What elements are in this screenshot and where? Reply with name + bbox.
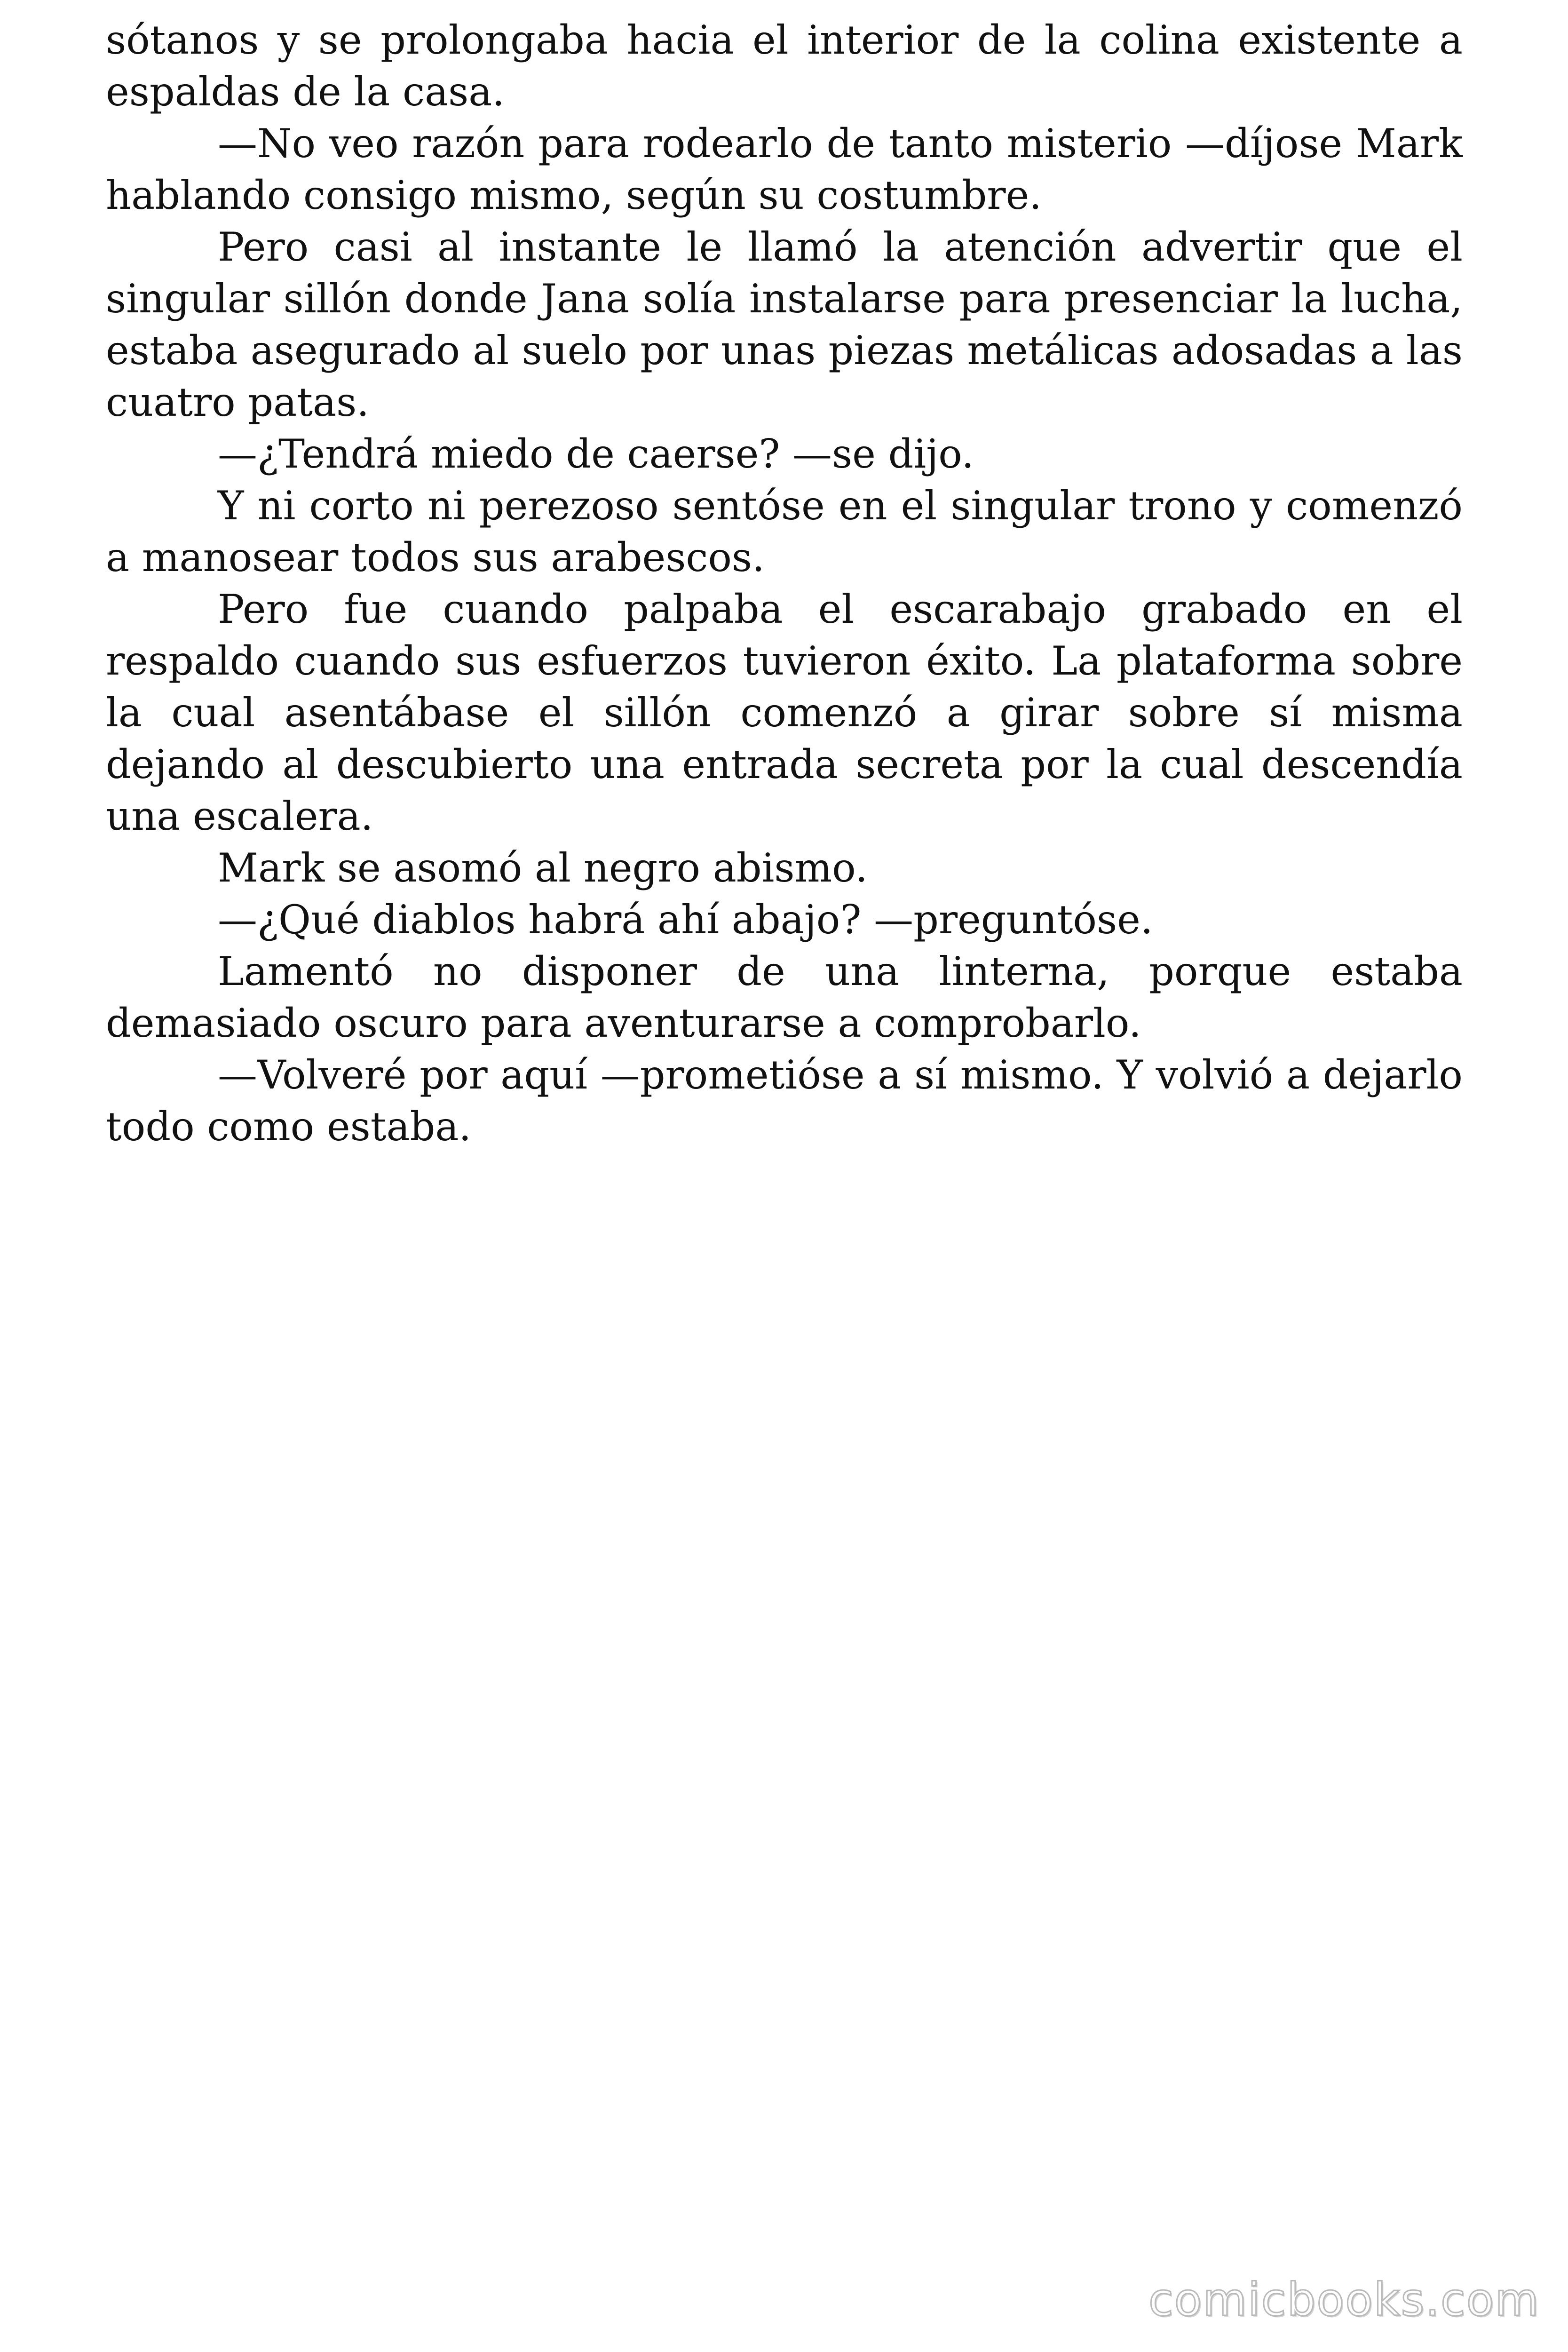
paragraph: Y ni corto ni perezoso sentóse en el singular trono y comenzó a manosear todos sus arabescos. (106, 483, 1463, 580)
page-body (106, 14, 1463, 1152)
paragraph: sótanos y se prolongaba hacia el interior de la colina existente a espaldas de la casa. (106, 17, 1463, 115)
paragraph: —¿Tendrá miedo de caerse? —se dijo. (218, 431, 974, 477)
paragraph: Lamentó no disponer de una linterna, porque estaba demasiado oscuro para aventurarse a comprobarlo. (106, 948, 1463, 1046)
watermark: comicbooks.com (1148, 2273, 1540, 2326)
paragraph: Pero casi al instante le llamó la atención advertir que el singular sillón donde Jana solía instalarse para presenciar la lucha, estaba asegurado al suelo por unas piezas metálicas adosadas a las cuatro patas. (106, 224, 1463, 425)
paragraph: —¿Qué diablos habrá ahí abajo? —preguntóse. (218, 897, 1153, 943)
paragraph: —No veo razón para rodearlo de tanto misterio —díjose Mark hablando consigo mismo, según su costumbre. (106, 120, 1463, 218)
paragraph: Mark se asomó al negro abismo. (218, 845, 868, 891)
paragraph: —Volveré por aquí —prometióse a sí mismo. Y volvió a dejarlo todo como estaba. (106, 1052, 1463, 1150)
paragraph: Pero fue cuando palpaba el escarabajo grabado en el respaldo cuando sus esfuerzos tuvieron éxito. La plataforma sobre la cual asentábase el sillón comenzó a girar sobre sí misma dejando al descubierto una entrada secreta por la cual descendía una escalera. (106, 586, 1463, 839)
